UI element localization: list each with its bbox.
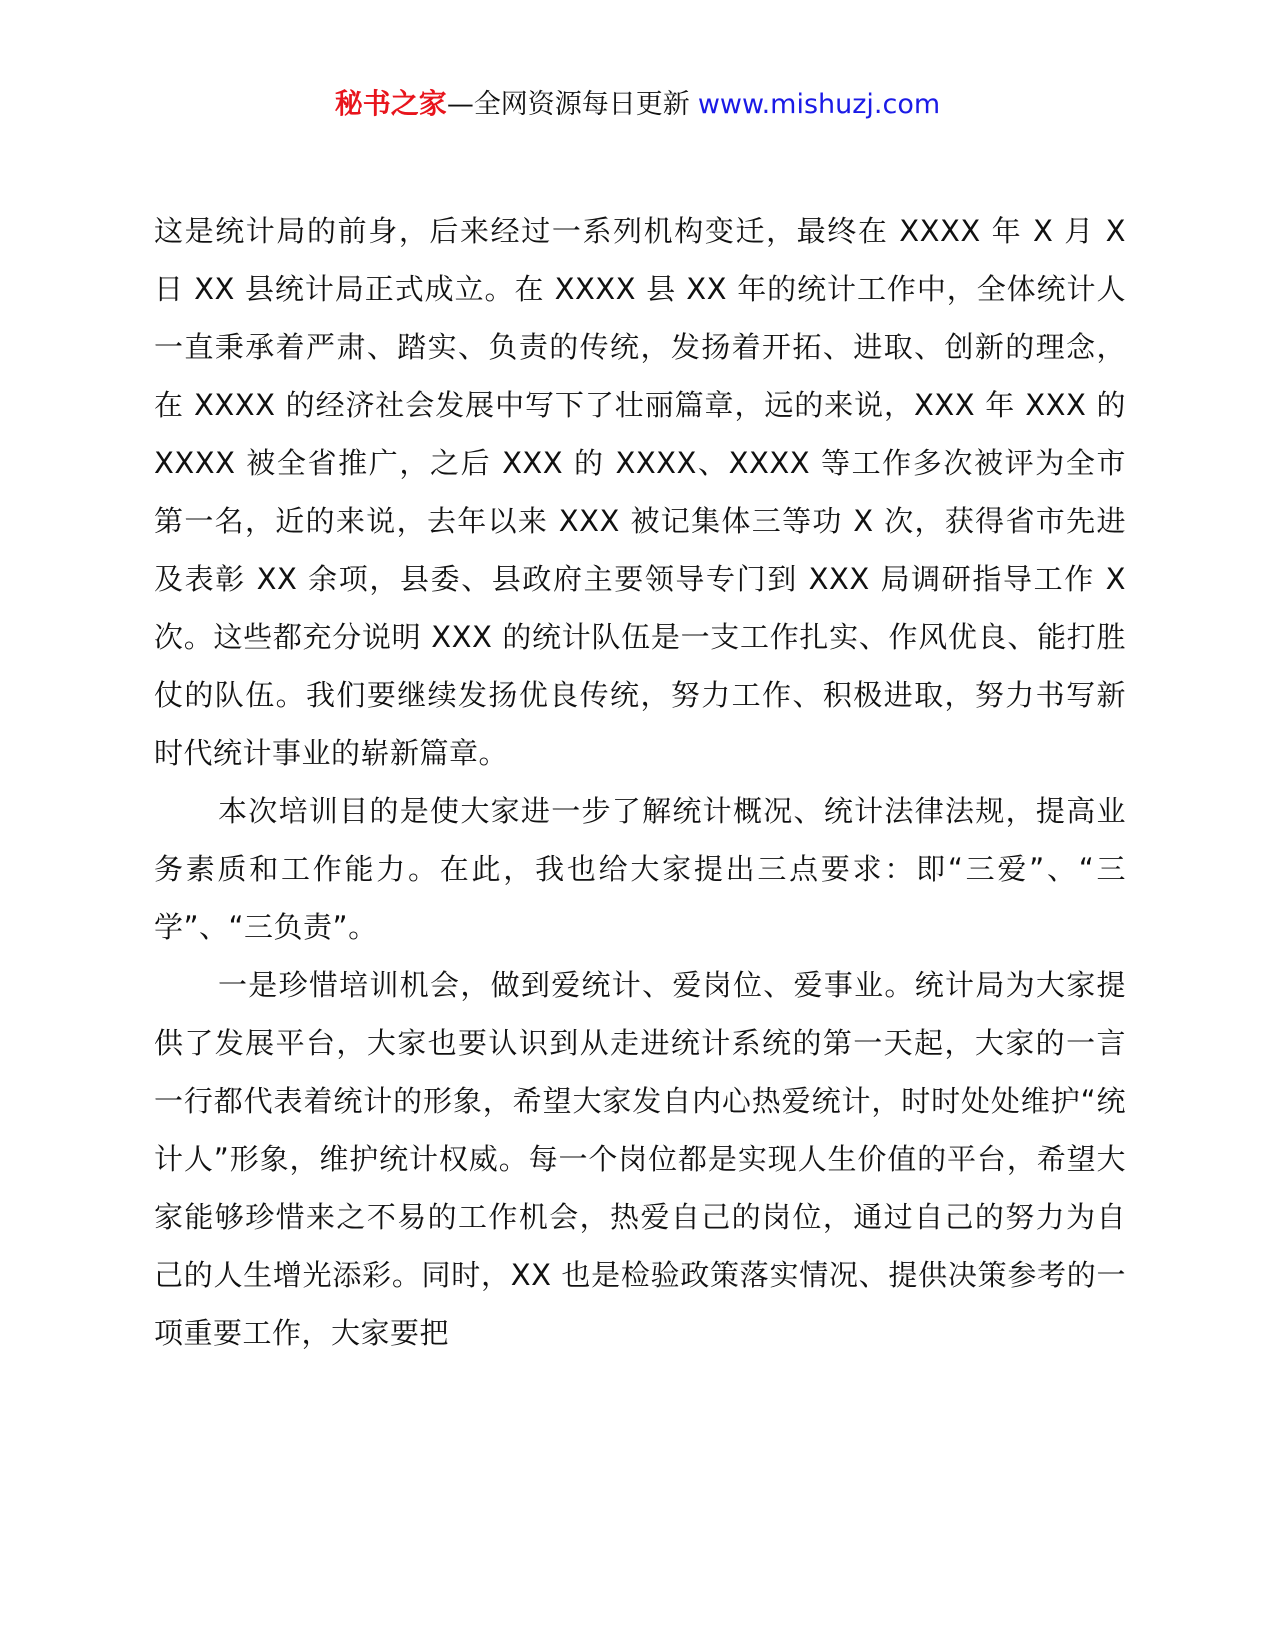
paragraph-training-purpose: 本次培训目的是使大家进一步了解统计概况、统计法律法规，提高业务素质和工作能力。在此，我也给大家提出三点要求：即“三爱”、“三学”、“三负责”。	[154, 794, 1126, 944]
header-tagline: —全网资源每日更新	[446, 89, 690, 120]
brand-name: 秘书之家	[334, 87, 447, 120]
document-body	[154, 202, 1126, 1362]
site-url-link[interactable]: www.mishuzj.com	[697, 89, 941, 120]
paragraph-requirement-one: 一是珍惜培训机会，做到爱统计、爱岗位、爱事业。统计局为大家提供了发展平台，大家也要认识到从走进统计系统的第一天起，大家的一言一行都代表着统计的形象，希望大家发自内心热爱统计，时时处处维护“统计人”形象，维护统计权威。每一个岗位都是实现人生价值的平台，希望大家能够珍惜来之不易的工作机会，热爱自己的岗位，通过自己的努力为自己的人生增光添彩。同时，XX 也是检验政策落实情况、提供决策参考的一项重要工作，大家要把	[154, 968, 1126, 1350]
paragraph-continuation: 这是统计局的前身，后来经过一系列机构变迁，最终在 XXXX 年 X 月 X 日 XX 县统计局正式成立。在 XXXX 县 XX 年的统计工作中，全体统计人一直秉承着严肃、踏实、负责的传统，发扬着开拓、进取、创新的理念，在 XXXX 的经济社会发展中写下了壮丽篇章，远的来说，XXX 年 XXX 的 XXXX 被全省推广，之后 XXX 的 XXXX、XXXX 等工作多次被评为全市第一名，近的来说，去年以来 XXX 被记集体三等功 X 次，获得省市先进及表彰 XX 余项，县委、县政府主要领导专门到 XXX 局调研指导工作 X 次。这些都充分说明 XXX 的统计队伍是一支工作扎实、作风优良、能打胜仗的队伍。我们要继续发扬优良传统，努力工作、积极进取，努力书写新时代统计事业的崭新篇章。	[154, 214, 1126, 770]
page-header	[0, 84, 1275, 125]
